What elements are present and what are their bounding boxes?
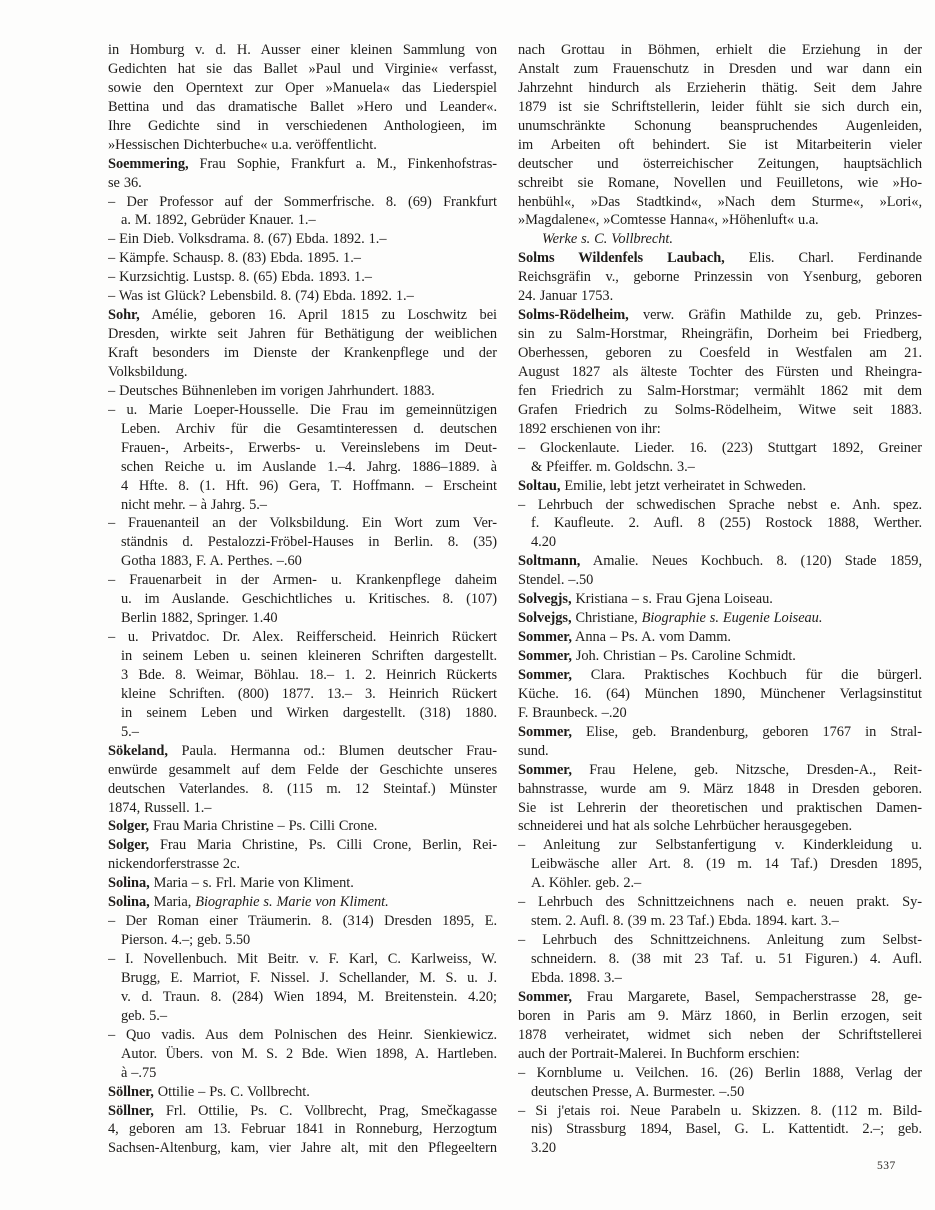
text-line	[518, 1102, 922, 1121]
text-line	[108, 685, 497, 704]
text-line	[108, 988, 497, 1007]
text-segment: bahnstrasse, wurde am 9. März 1848 in Dresden geboren.	[518, 780, 922, 797]
text-segment: Kristiana – s. Frau Gjena Loiseau.	[571, 591, 773, 608]
text-segment: – Was ist Glück? Lebensbild. 8. (74) Ebda. 1892. 1.–	[108, 288, 414, 305]
text-line	[518, 98, 922, 117]
text-segment: in seinem Leben und Wirken dargestellt. (318) 1880.	[121, 704, 497, 721]
text-segment: Emilie, lebt jetzt verheiratet in Schweden.	[560, 477, 806, 494]
text-line	[108, 155, 497, 174]
text-segment: se 36.	[108, 174, 142, 191]
entry-headword: Solms-Rödelheim,	[518, 307, 629, 324]
text-segment: schen Reiche u. im Auslande 1.–4. Jahrg. 1886–1889. à	[121, 458, 497, 475]
text-line	[518, 439, 922, 458]
text-segment: fen Friedrich zu Salm-Horstmar; vermählt 1862 mit dem	[518, 382, 922, 399]
text-line	[108, 287, 497, 306]
cross-reference-italic: Biographie s. Eugenie Loiseau.	[641, 610, 823, 627]
text-segment: enwürde gesammelt auf dem Felde der Geschichte unseres	[108, 761, 497, 778]
right-column	[518, 41, 922, 1158]
text-segment: 1874, Russell. 1.–	[108, 799, 212, 816]
text-line	[518, 458, 922, 477]
text-segment: Frau Margarete, Basel, Sempacherstrasse 28, ge-	[571, 988, 922, 1005]
text-segment: – u. Privatdoc. Dr. Alex. Reifferscheid. Heinrich Rückert	[108, 629, 497, 646]
text-segment: – Si j'etais roi. Neue Parabeln u. Skizzen. 8. (112 m. Bild-	[518, 1102, 922, 1119]
text-segment: – Frauenarbeit in der Armen- u. Krankenpflege daheim	[108, 572, 497, 589]
text-segment: Frau Maria Christine, Ps. Cilli Crone, Berlin, Rei-	[149, 837, 497, 854]
text-segment: Sie ist Lehrerin der theoretischen und praktischen Damen-	[518, 799, 922, 816]
text-segment: deutschen Vaterlandes. 8. (115 m. 12 Steintaf.) Münster	[108, 780, 497, 797]
text-line	[108, 514, 497, 533]
text-line	[518, 1064, 922, 1083]
text-segment: – Der Professor auf der Sommerfrische. 8. (69) Frankfurt	[108, 193, 497, 210]
text-segment: – Frauenanteil an der Volksbildung. Ein Wort zum Ver-	[108, 515, 497, 532]
text-segment: Gotha 1883, F. A. Perthes. –.60	[121, 553, 302, 570]
text-segment: Pierson. 4.–; geb. 5.50	[121, 932, 251, 949]
text-segment: nickendorferstrasse 2c.	[108, 856, 240, 873]
text-line	[108, 193, 497, 212]
text-line	[108, 174, 497, 193]
page-number: 537	[877, 1160, 896, 1172]
text-segment: 4 Hfte. 8. (1. Hft. 96) Gera, T. Hoffmann. – Erscheint	[121, 477, 497, 494]
text-segment: f. Kaufleute. 2. Aufl. 8 (255) Rostock 1888, Werther.	[531, 515, 922, 532]
text-segment: F. Braunbeck. –.20	[518, 704, 627, 721]
entry-headword: Sommer,	[518, 648, 572, 664]
text-line	[518, 723, 922, 742]
text-segment: Bettina und das dramatische Ballet »Hero und Leander«.	[108, 98, 497, 115]
text-line	[518, 855, 922, 874]
cross-reference-italic: Biographie s. Marie von Kliment.	[195, 894, 389, 911]
text-segment: Dresden, wirkte seit Jahren für Bethätigung der weiblichen	[108, 326, 497, 343]
text-line	[108, 609, 497, 628]
entry-headword: Soltau,	[518, 477, 561, 494]
text-line	[108, 1007, 497, 1026]
text-line	[518, 836, 922, 855]
text-segment: – Kämpfe. Schausp. 8. (83) Ebda. 1895. 1.–	[108, 250, 361, 267]
text-segment: Volksbildung.	[108, 363, 188, 380]
text-segment: – I. Novellenbuch. Mit Beitr. v. F. Karl, C. Karlweiss, W.	[108, 951, 497, 967]
text-segment: Anstalt zum Frauenschutz in Dresden und war dann ein	[518, 60, 922, 77]
text-segment: nicht mehr. – à Jahrg. 5.–	[121, 496, 267, 513]
text-line	[108, 249, 497, 268]
text-line	[518, 287, 922, 306]
text-line	[108, 1102, 497, 1121]
text-segment: auch der Portrait-Malerei. In Buchform erschien:	[518, 1045, 800, 1062]
text-line	[518, 401, 922, 420]
entry-headword: Soemmering,	[108, 155, 189, 172]
text-line	[518, 969, 922, 988]
text-segment: geb. 5.–	[121, 1007, 167, 1024]
text-line	[518, 382, 922, 401]
text-segment: Elis. Charl. Ferdinande	[724, 250, 922, 267]
text-line	[518, 685, 922, 704]
text-line	[518, 477, 922, 496]
text-line	[518, 647, 922, 666]
text-segment: 4.20	[531, 534, 556, 551]
text-line	[108, 344, 497, 363]
text-line	[108, 590, 497, 609]
text-line	[108, 306, 497, 325]
text-line	[108, 628, 497, 647]
text-line	[518, 912, 922, 931]
text-segment: 24. Januar 1753.	[518, 288, 614, 305]
text-line	[518, 1026, 922, 1045]
entry-headword: Solger,	[108, 837, 150, 854]
text-line	[108, 855, 497, 874]
text-segment: – Lehrbuch des Schnittzeichnens. Anleitung zum Selbst-	[518, 932, 922, 949]
text-segment: nach Grottau in Böhmen, erhielt die Erziehung in der	[518, 42, 922, 58]
entry-headword: Sommer,	[518, 988, 572, 1005]
text-line	[518, 1120, 922, 1139]
entry-headword: Solina,	[108, 875, 150, 892]
text-segment: 1892 erschienen von ihr:	[518, 420, 661, 437]
text-segment: August 1827 als älteste Tochter des Fürsten und Rheingra-	[518, 363, 922, 380]
text-segment: Frau Helene, geb. Nitzsche, Dresden-A., Reit-	[571, 761, 922, 778]
text-block	[108, 41, 922, 1158]
entry-headword: Sommer,	[518, 629, 572, 646]
text-line	[518, 193, 922, 212]
text-segment: Elise, geb. Brandenburg, geboren 1767 in Stral-	[571, 723, 922, 740]
text-segment: – Der Roman einer Träumerin. 8. (314) Dresden 1895, E.	[108, 913, 497, 930]
text-segment: Brugg, E. Marriot, F. Nissel. J. Schellander, M. S. u. J.	[121, 969, 497, 986]
text-segment: sowie den Operntext zur Oper »Manuela« das Liederspiel	[108, 79, 497, 96]
text-line	[518, 742, 922, 761]
entry-headword: Solger,	[108, 818, 150, 835]
text-segment: »Magdalene«, »Comtesse Hanna«, »Höhenluft« u.a.	[518, 212, 819, 229]
text-line	[108, 79, 497, 98]
text-line	[518, 1045, 922, 1064]
text-segment: deutscher und österreichischer Zeitungen, hauptsächlich	[518, 155, 922, 172]
text-segment: – Glockenlaute. Lieder. 16. (223) Stuttgart 1892, Greiner	[518, 439, 922, 456]
text-line	[108, 1026, 497, 1045]
text-segment: – Ein Dieb. Volksdrama. 8. (67) Ebda. 1892. 1.–	[108, 231, 387, 248]
text-line	[108, 496, 497, 515]
text-line	[518, 533, 922, 552]
text-line	[108, 98, 497, 117]
text-segment: Gedichten hat sie das Ballet »Paul und Virginie« verfasst,	[108, 60, 497, 77]
entry-headword: Solvegjs,	[518, 591, 572, 608]
text-segment: Anna – Ps. A. vom Damm.	[571, 629, 731, 646]
entry-headword: Sommer,	[518, 723, 572, 740]
text-segment: schneidern. 8. (38 mit 23 Taf. u. 51 Figuren.) 4. Aufl.	[531, 951, 922, 967]
text-line	[518, 136, 922, 155]
text-line	[108, 41, 497, 60]
text-segment: – u. Marie Loeper-Housselle. Die Frau im gemeinnützigen	[108, 401, 497, 418]
text-line	[108, 117, 497, 136]
text-line	[518, 249, 922, 268]
text-line	[108, 704, 497, 723]
text-segment: Oberhessen, geboren zu Coesfeld in Westfalen am 21.	[518, 345, 922, 361]
text-line	[518, 874, 922, 893]
text-segment: sund.	[518, 742, 549, 759]
text-segment: A. Köhler. geb. 2.–	[531, 875, 642, 892]
text-line	[518, 325, 922, 344]
text-segment: deutschen Presse, A. Burmester. –.50	[531, 1083, 745, 1100]
entry-headword: Soltmann,	[518, 553, 581, 570]
text-segment: Paula. Hermanna od.: Blumen deutscher Frau-	[167, 742, 497, 759]
text-segment: – Anleitung zur Selbstanfertigung v. Kinderkleidung u.	[518, 837, 922, 854]
text-line	[108, 893, 497, 912]
text-line	[518, 60, 922, 79]
text-segment: – Lehrbuch der schwedischen Sprache nebst e. Anh. spez.	[518, 496, 922, 513]
text-line	[108, 1045, 497, 1064]
text-segment: boren in Paris am 9. März 1860, in Berlin erzogen, seit	[518, 1007, 922, 1024]
text-line	[108, 647, 497, 666]
text-segment: Maria,	[149, 894, 196, 911]
text-line	[108, 382, 497, 401]
entry-headword: Sohr,	[108, 307, 140, 324]
text-line	[108, 950, 497, 969]
text-line	[518, 268, 922, 287]
text-segment: a. M. 1892, Gebrüder Knauer. 1.–	[121, 212, 316, 229]
entry-headword: Sökeland,	[108, 742, 168, 759]
text-line	[108, 742, 497, 761]
text-line	[108, 723, 497, 742]
text-segment: Leben. Archiv für die Gesamtinteressen d. deutschen	[121, 420, 497, 437]
text-line	[518, 41, 922, 60]
text-segment: Küche. 16. (64) München 1890, Münchener Verlagsinstitut	[518, 685, 922, 702]
text-line	[518, 950, 922, 969]
text-segment: Jahrzehnt hindurch als Erzieherin thätig. Seit dem Jahre	[518, 79, 922, 96]
text-line	[518, 344, 922, 363]
text-line	[108, 325, 497, 344]
text-line	[108, 211, 497, 230]
entry-headword: Söllner,	[108, 1102, 154, 1119]
text-segment: Frau Maria Christine – Ps. Cilli Crone.	[149, 818, 378, 835]
text-segment: – Kornblume u. Veilchen. 16. (26) Berlin 1888, Verlag der	[518, 1064, 922, 1081]
text-segment: – Quo vadis. Aus dem Polnischen des Heinr. Sienkiewicz.	[108, 1026, 497, 1043]
text-segment: & Pfeiffer. m. Goldschn. 3.–	[531, 458, 695, 475]
text-segment: Autor. Übers. von M. S. 2 Bde. Wien 1898, A. Hartleben.	[121, 1045, 497, 1062]
text-segment: v. d. Traun. 8. (284) Wien 1894, M. Breitenstein. 4.20;	[121, 988, 497, 1005]
text-segment: Joh. Christian – Ps. Caroline Schmidt.	[571, 648, 796, 664]
text-line	[108, 363, 497, 382]
text-line	[108, 666, 497, 685]
text-line	[108, 458, 497, 477]
text-line	[518, 496, 922, 515]
text-line	[518, 590, 922, 609]
text-segment: à –.75	[121, 1064, 157, 1081]
text-line	[518, 211, 922, 230]
text-line	[108, 533, 497, 552]
text-line	[108, 1120, 497, 1139]
text-line	[108, 799, 497, 818]
text-line	[518, 363, 922, 382]
text-segment: Leibwäsche aller Art. 8. (19 m. 14 Taf.) Dresden 1895,	[531, 856, 922, 873]
text-segment: sin zu Salm-Horstmar, Rheingräfin, Dorheim bei Friedberg,	[518, 326, 922, 343]
text-line	[108, 439, 497, 458]
text-line	[518, 552, 922, 571]
text-line	[518, 514, 922, 533]
text-line	[518, 1007, 922, 1026]
text-line	[108, 268, 497, 287]
text-segment: Ottilie – Ps. C. Vollbrecht.	[153, 1083, 310, 1100]
text-segment: 3.20	[531, 1140, 556, 1157]
text-segment: schneiderei und hat als solche Lehrbücher herausgegeben.	[518, 818, 853, 835]
text-line	[518, 893, 922, 912]
entry-headword: Solvejgs,	[518, 610, 572, 627]
text-segment: 1878 verheiratet, widmet sich neben der Schriftstellerei	[518, 1026, 922, 1043]
text-line	[108, 969, 497, 988]
text-line	[108, 136, 497, 155]
text-segment: Frau Sophie, Frankfurt a. M., Finkenhofstras-	[188, 155, 497, 172]
entry-headword: Solina,	[108, 894, 150, 911]
text-segment: unumschränkte Schonung beanspruchendes Augenleiden,	[518, 117, 922, 134]
text-line	[108, 1064, 497, 1083]
text-line	[518, 704, 922, 723]
text-segment: ständnis d. Pestalozzi-Fröbel-Hauses in Berlin. 8. (35)	[121, 534, 497, 551]
text-line	[108, 60, 497, 79]
text-line	[518, 628, 922, 647]
text-line	[108, 874, 497, 893]
text-line	[518, 155, 922, 174]
text-line	[108, 230, 497, 249]
text-line	[518, 571, 922, 590]
text-line	[108, 1139, 497, 1158]
text-line	[518, 1139, 922, 1158]
text-segment: in seinem Leben u. seinen kleineren Schriften dargestellt.	[121, 648, 497, 664]
text-segment: nis) Strassburg 1894, Basel, G. L. Kattentidt. 2.–; geb.	[531, 1121, 922, 1138]
text-line	[108, 571, 497, 590]
text-segment: Sachsen-Altenburg, kam, vier Jahre alt, mit den Pflegeeltern	[108, 1140, 497, 1157]
text-line	[518, 799, 922, 818]
text-line	[518, 761, 922, 780]
text-line	[518, 780, 922, 799]
entry-headword: Solms Wildenfels Laubach,	[518, 250, 725, 267]
text-segment: Berlin 1882, Springer. 1.40	[121, 610, 278, 627]
text-segment: verw. Gräfin Mathilde zu, geb. Prinzes-	[628, 307, 922, 324]
text-segment: stem. 2. Aufl. 8. (39 m. 23 Taf.) Ebda. 1894. kart. 3.–	[531, 913, 839, 930]
text-line	[518, 174, 922, 193]
text-line	[518, 420, 922, 439]
text-line	[108, 761, 497, 780]
text-segment: Clara. Praktisches Kochbuch für die bürgerl.	[571, 666, 922, 683]
text-line	[518, 609, 922, 628]
text-line	[518, 306, 922, 325]
text-line	[518, 230, 922, 249]
text-segment: – Deutsches Bühnenleben im vorigen Jahrhundert. 1883.	[108, 382, 435, 399]
text-line	[518, 988, 922, 1007]
text-segment: Frl. Ottilie, Ps. C. Vollbrecht, Prag, Smečkagasse	[153, 1102, 497, 1119]
text-segment: Ebda. 1898. 3.–	[531, 969, 622, 986]
text-line	[108, 836, 497, 855]
left-column	[108, 41, 497, 1158]
text-segment: Amélie, geboren 16. April 1815 zu Loschwitz bei	[139, 307, 497, 324]
text-segment: 3 Bde. 8. Weimar, Böhlau. 18.– 1. 2. Heinrich Rückerts	[121, 666, 497, 683]
entry-headword: Sommer,	[518, 666, 572, 683]
text-segment: Grafen Friedrich zu Solms-Rödelheim, Witwe seit 1883.	[518, 401, 922, 418]
text-line	[108, 401, 497, 420]
text-line	[108, 552, 497, 571]
text-line	[108, 420, 497, 439]
text-line	[518, 666, 922, 685]
entry-headword: Söllner,	[108, 1083, 154, 1100]
text-segment: Amalie. Neues Kochbuch. 8. (120) Stade 1859,	[580, 553, 922, 570]
text-segment: – Kurzsichtig. Lustsp. 8. (65) Ebda. 1893. 1.–	[108, 269, 372, 286]
text-segment: »Hessischen Dichterbuche« u.a. veröffentlicht.	[108, 136, 377, 153]
text-segment: Reichsgräfin v., geborne Prinzessin von Ysenburg, geboren	[518, 269, 922, 286]
text-line	[108, 912, 497, 931]
cross-reference-italic: Werke s. C. Vollbrecht.	[542, 231, 673, 248]
text-segment: u. im Auslande. Geschichtliches u. Kritisches. 8. (107)	[121, 591, 497, 608]
text-segment: Kraft besonders im Dienste der Krankenpflege und der	[108, 345, 497, 361]
text-line	[518, 931, 922, 950]
text-line	[518, 817, 922, 836]
text-line	[108, 817, 497, 836]
text-line	[108, 1083, 497, 1102]
text-segment: – Lehrbuch des Schnittzeichnens nach e. neuen prakt. Sy-	[518, 894, 922, 911]
text-segment: 4, geboren am 13. Februar 1841 in Ronneburg, Herzogtum	[108, 1121, 497, 1138]
text-line	[108, 477, 497, 496]
text-line	[108, 780, 497, 799]
text-segment: henbühl«, »Das Stadtkind«, »Nach dem Sturme«, »Lori«,	[518, 193, 922, 210]
text-segment: in Homburg v. d. H. Ausser einer kleinen Sammlung von	[108, 42, 497, 58]
text-segment: kleine Schriften. (800) 1877. 13.– 3. Heinrich Rückert	[121, 685, 497, 702]
text-segment: 5.–	[121, 723, 139, 740]
text-line	[518, 79, 922, 98]
text-segment: Maria – s. Frl. Marie von Kliment.	[149, 875, 354, 892]
text-line	[108, 931, 497, 950]
text-segment: 1879 ist sie Schriftstellerin, leider fühlt sie sich durch ein,	[518, 98, 922, 115]
text-segment: Stendel. –.50	[518, 572, 594, 589]
text-segment: Ihre Gedichte sind in verschiedenen Anthologieen, im	[108, 117, 497, 134]
text-segment: schreibt sie Romane, Novellen und Feuilletons, wie »Ho-	[518, 174, 922, 191]
text-line	[518, 1083, 922, 1102]
text-segment: im Arbeiten oft behindert. Sie ist Mitarbeiterin vieler	[518, 136, 922, 153]
text-segment: Christiane,	[571, 610, 642, 627]
text-line	[518, 117, 922, 136]
entry-headword: Sommer,	[518, 761, 572, 778]
text-segment: Frauen-, Arbeits-, Erwerbs- u. Vereinslebens im Deut-	[121, 439, 497, 456]
